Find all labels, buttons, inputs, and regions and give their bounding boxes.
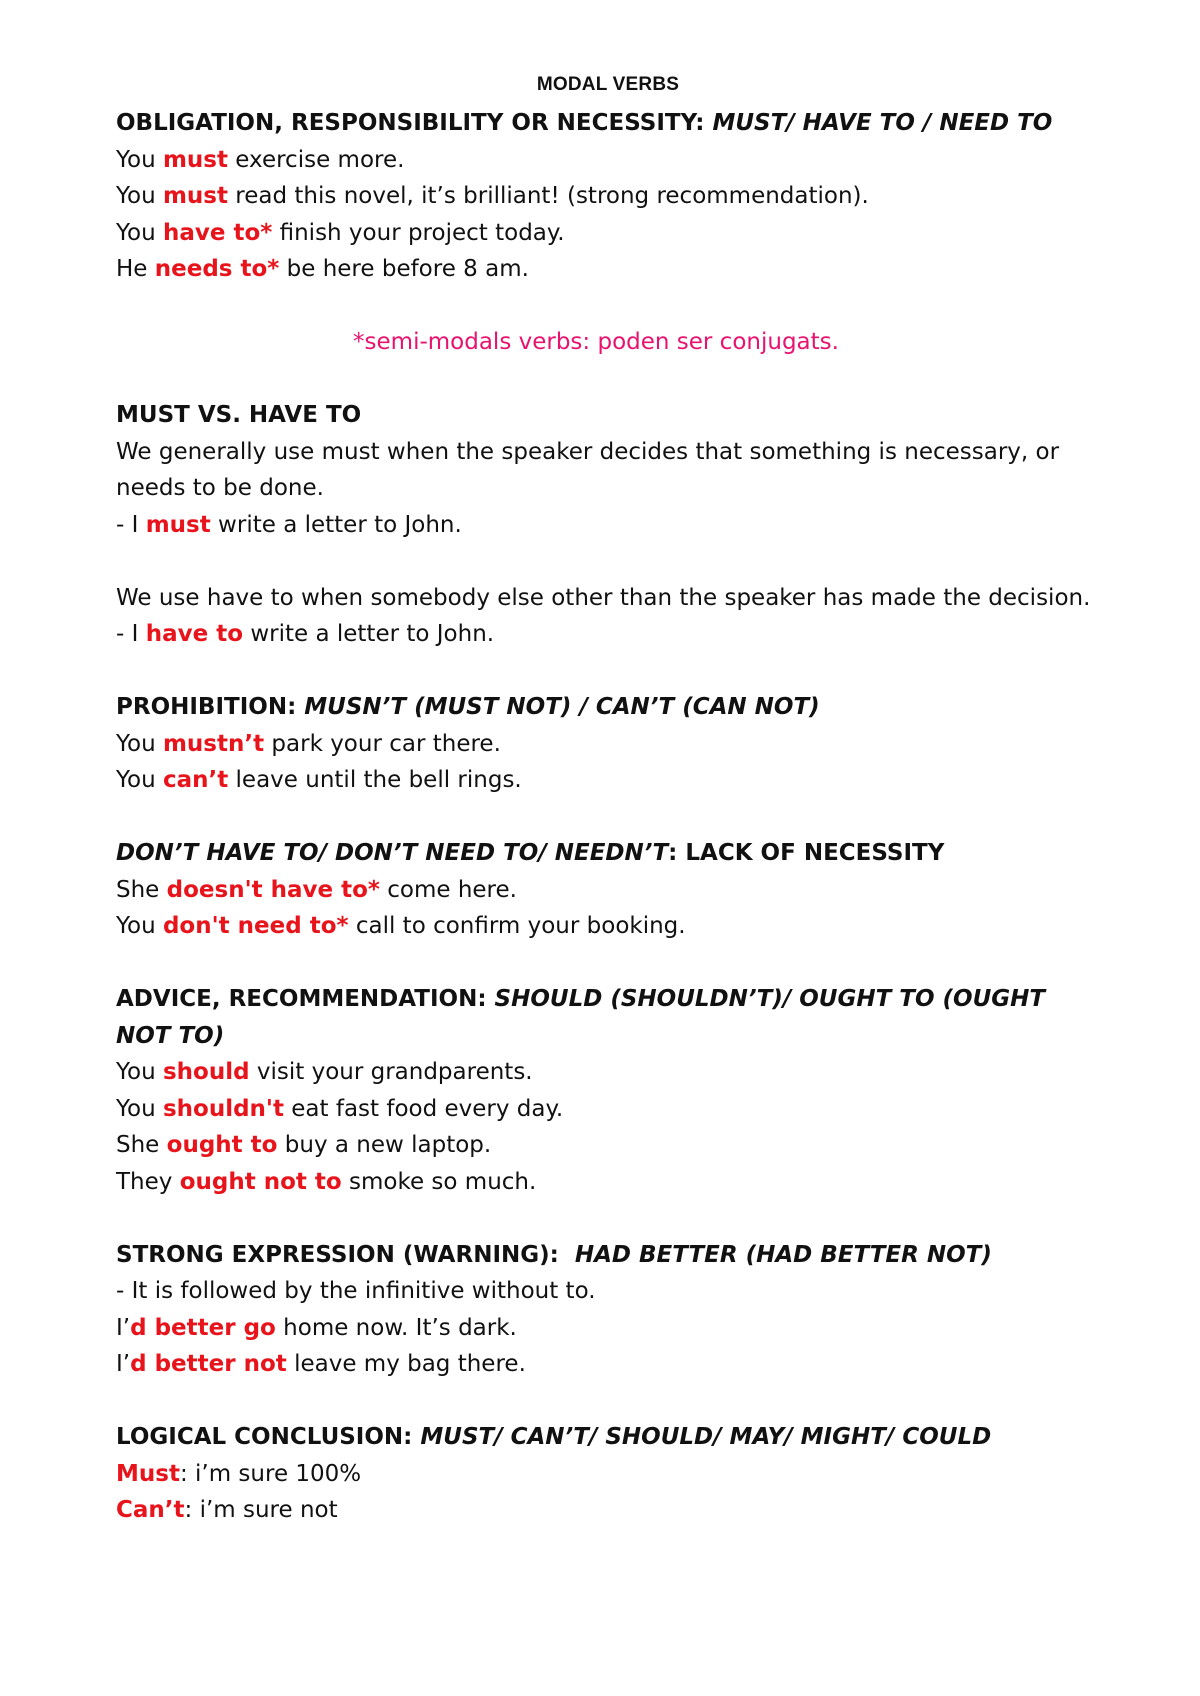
example-line: You have to* finish your project today. — [116, 219, 565, 246]
modal-highlight: should — [162, 1059, 250, 1085]
explanation-paragraph: We use have to when somebody else other than the speaker has made the decision. — [116, 584, 1091, 611]
spacer — [116, 361, 1100, 398]
example-line: You should visit your grandparents. — [116, 1059, 533, 1085]
section-heading-advice: ADVICE, RECOMMENDATION: SHOULD (SHOULDN’T)/ OUGHT TO (OUGHT NOT TO) — [116, 986, 1046, 1049]
modal-highlight: shouldn't — [162, 1095, 284, 1122]
modal-highlight: mustn’t — [162, 730, 265, 757]
spacer — [116, 543, 1100, 580]
section-heading-obligation: OBLIGATION, RESPONSIBILITY OR NECESSITY: MUST/ HAVE TO / NEED TO — [116, 110, 1053, 136]
example-line: I’d better not leave my bag there. — [116, 1351, 526, 1377]
section-heading-logical-conclusion: LOGICAL CONCLUSION: MUST/ CAN’T/ SHOULD/ MAY/ MIGHT/ COULD — [116, 1424, 992, 1450]
spacer — [116, 288, 1100, 325]
section-heading-warning: STRONG EXPRESSION (WARNING): HAD BETTER (HAD BETTER NOT) — [116, 1241, 992, 1268]
section-heading-prohibition: PROHIBITION: MUSN’T (MUST NOT) / CAN’T (CAN NOT) — [116, 694, 820, 720]
example-line: You must exercise more. — [116, 146, 405, 173]
modal-highlight: have to* — [162, 219, 273, 246]
document-title: MODAL VERBS — [536, 74, 680, 95]
example-line: - I must write a letter to John. — [116, 511, 462, 538]
spacer — [116, 1200, 1100, 1237]
modal-highlight: have to — [145, 621, 244, 647]
modal-highlight: can’t — [162, 767, 229, 793]
section-heading-must-vs-have-to: MUST VS. HAVE TO — [116, 402, 362, 428]
spacer — [116, 945, 1100, 982]
modal-highlight: Must — [116, 1460, 180, 1487]
example-line: He needs to* be here before 8 am. — [116, 256, 529, 282]
spacer — [116, 653, 1100, 690]
example-line: They ought not to smoke so much. — [116, 1168, 537, 1195]
explanation-paragraph: We generally use must when the speaker decides that something is necessary, or needs to be done. — [116, 438, 1060, 501]
modal-highlight: doesn't have to* — [166, 876, 380, 903]
modal-highlight: must — [162, 183, 228, 209]
modal-highlight: d better go — [130, 1314, 276, 1341]
example-line: Can’t: i’m sure not — [116, 1497, 338, 1523]
modal-highlight: must — [162, 146, 228, 173]
example-line: You mustn’t park your car there. — [116, 730, 501, 757]
example-line: - I have to write a letter to John. — [116, 621, 495, 647]
example-line: You must read this novel, it’s brilliant! (strong recommendation). — [116, 183, 869, 209]
spacer — [116, 799, 1100, 836]
example-line: Must: i’m sure 100% — [116, 1460, 362, 1487]
modal-highlight: d better not — [130, 1351, 287, 1377]
spacer — [116, 1383, 1100, 1420]
semi-modals-note: *semi-modals verbs: poden ser conjugats. — [353, 329, 839, 355]
modal-highlight: ought not to — [179, 1168, 342, 1195]
example-line: She ought to buy a new laptop. — [116, 1132, 492, 1158]
modal-highlight: needs to* — [154, 256, 280, 282]
example-line: You shouldn't eat fast food every day. — [116, 1095, 564, 1122]
modal-highlight: Can’t — [116, 1497, 185, 1523]
section-heading-lack-of-necessity: DON’T HAVE TO/ DON’T NEED TO/ NEEDN’T: LACK OF NECESSITY — [116, 840, 945, 866]
modal-highlight: must — [145, 511, 211, 538]
example-line: You don't need to* call to confirm your booking. — [116, 913, 686, 939]
modal-highlight: ought to — [166, 1132, 278, 1158]
example-line: I’d better go home now. It’s dark. — [116, 1314, 517, 1341]
example-line: She doesn't have to* come here. — [116, 876, 517, 903]
example-line: You can’t leave until the bell rings. — [116, 767, 522, 793]
modal-highlight: don't need to* — [162, 913, 349, 939]
explanation-line: - It is followed by the infinitive without to. — [116, 1278, 596, 1304]
